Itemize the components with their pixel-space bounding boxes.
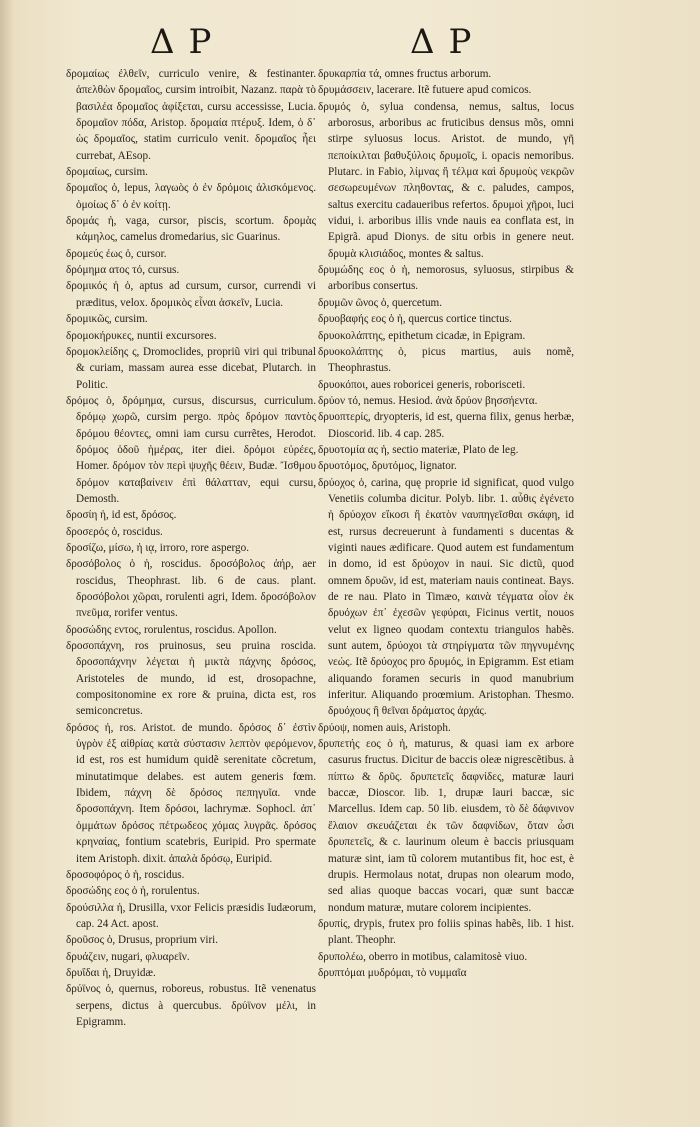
dictionary-entry: δροσοπάχνη, ros pruinosus, seu pruina roscida. δροσοπάχνην λέγεται ἡ μικτὰ πάχνης δρόσος, Aristoteles de mundo, id est, drosopachne, compositonomine ex rore & pruina, dicta est, ros semiconcretus. [66, 640, 316, 718]
dictionary-entry: δρυάζειν, nugari, φλυαρεῖν. [66, 950, 190, 963]
dictionary-entry: δροσώδης εος ὁ ἡ, rorulentus. [66, 885, 200, 898]
dictionary-entry: δροσίζω, μίσω, ἡ ιᾳ, irroro, rore aspergo. [66, 541, 250, 554]
left-column [66, 66, 316, 1030]
dictionary-entry: δρομοκήρυκες, nuntii excursores. [66, 329, 217, 342]
dictionary-entry: δρυοκολάπτης ὁ, picus martius, auis nomẽ, Theophrastus. [318, 345, 574, 375]
dictionary-entry: δρόμος ὁ, δρόμημα, cursus, discursus, curriculum. δρόμῳ χωρῶ, cursim pergo. πρὸς δρόμον παντὸς δρόμου θέοντες, omni iam cursu currẽtes, Herodot. δρόμος ὁδοῦ ἡμέρας, iter diei. δρόμοι εὐρέες, Homer. δρόμον τὸν περὶ ψυχῆς θέειν, Budæ. Ἴσθμου δρόμον καταβαίνειν ἐπὶ θάλατταν, equi cursu, Demosth. [66, 394, 316, 505]
dictionary-entry: δρυοτομία ας ἡ, sectio materiæ, Plato de leg. [318, 443, 519, 456]
dictionary-entry: δρομεύς έως ὁ, cursor. [66, 247, 167, 260]
dictionary-entry: δροσόβολος ὁ ἡ, roscidus. δροσόβολος ἀήρ, aer roscidus, Theophrast. lib. 6 de caus. plant. δροσόβολοι χῶραι, rorulenti agri, Idem. δροσόβολον πνεῦμα, rorifer ventus. [66, 558, 316, 620]
right-column [318, 66, 574, 981]
dictionary-entry: δρυκαρπία τά, omnes fructus arborum. [318, 68, 492, 80]
running-head-left: ΔΡ [150, 22, 226, 62]
dictionary-entry: δρυμώδης εος ὁ ἡ, nemorosus, syluosus, stirpibus & arboribus consertus. [318, 264, 574, 293]
dictionary-entry: δρυοβαφής εος ὁ ἡ, quercus cortice tinctus. [318, 313, 512, 326]
dictionary-entry: δρομαίως ἐλθεῖν, curriculo venire, & festinanter. ἀπελθὼν δρομαῖος, cursim introibit, Nazanz. παρὰ τὸ βασιλέα δρομαῖος ἀφίξεται, cursu accessisse, Lucia. δρομαῖον πόδα, Aristop. δρομαία πτέρυξ. Idem, ὁ δ᾽ ὡς δρομαῖος, statim curriculo venit. δρομαῖος ἦει currebat, AEsop. [66, 68, 316, 162]
dictionary-entry: δρύον τό, nemus. Hesiod. ἀνὰ δρύον βησσήεντα. [318, 394, 538, 407]
dictionary-entry: δρομάς ἡ, vaga, cursor, piscis, scortum. δρομὰς κάμηλος, camelus dromedarius, sic Guarinus. [66, 215, 316, 244]
dictionary-entry: δροῦσος ὁ, Drusus, proprium viri. [66, 934, 219, 947]
dictionary-entry: δρύοψ, nomen auis, Aristoph. [318, 721, 451, 734]
dictionary-entry: δρυοπτερίς, dryopteris, id est, querna filix, genus herbæ, Dioscorid. lib. 4 cap. 285. [318, 411, 574, 440]
dictionary-entry: δρομικός ἡ ὁ, aptus ad cursum, cursor, currendi vi præditus, velox. δρομικὸς εἶναι ἀσκεῖν, Lucia. [66, 280, 316, 309]
dictionary-entry: δροσερός ὁ, roscidus. [66, 525, 163, 538]
dictionary-entry: δρομικῶς, cursim. [66, 313, 148, 326]
dictionary-entry: δρυοκόποι, aues roboricei generis, roborisceti. [318, 378, 526, 391]
running-head-right: ΔΡ [410, 22, 486, 62]
dictionary-entry: δρυπίς, drypis, frutex pro foliis spinas habẽs, lib. 1 hist. plant. Theophr. [318, 917, 574, 947]
dictionary-entry: δροσοφόρος ὁ ἡ, roscidus. [66, 868, 185, 881]
dictionary-entry: δρυοκολάπτης, epithetum cicadæ, in Epigram. [318, 329, 526, 342]
dictionary-entry: δρομοκλείδης ς, Dromoclides, propriũ viri qui tribunal & curiam, massam aurea esse dicebat, Plutarch. in Politic. [66, 345, 316, 391]
dictionary-entry: δρύοχος ὁ, carina, quę proprie id significat, quod vulgo Venetiis columba dicitur. Polyb. libr. 1. αὖθις ἐγένετο ἡ δρύοχον εἴκοσι ἢ ἑκατὸν ναυπηγεῖσθαι σκάφη, id est, rursus decreuerunt à fundamenti s ducentas & viginti naues ædificare. Quod autem est fundamentum in domo, id est δρύοχον in naui. Sic dictũ, quod omnem δρυῶν, id est, materiam nauis contineat. Bays. de re nau. Plato in Timæo, καινὰ τέγματα οἷον ἐκ δρυόχων ἐπ᾽ ἐχεσῶν γεφύραι, Ficinus vertit, nouos velut ex ligneo quodam contextu triangulos habẽs. sunt autem, δρύοχοι τὰ στηρίγματα τῶν πηγνυμένης νεώς. Itẽ δρύοχος pro δρυμός, in Epigramm. Est etiam aliquando foramen securis in quod manubrium inferitur. Aliquando proœmium. Aristophan. Thesmo. δρυόχους ἢ θεῖναι δράματος ἀρχάς. [318, 476, 574, 718]
dictionary-entry: δρυπτόμαι μυδρόμαι, τὸ νυμμαῖα [318, 966, 467, 979]
dictionary-entry: δρομαίως, cursim. [66, 166, 148, 179]
dictionary-entry: δρύϊνος ὁ, quernus, roboreus, robustus. Itẽ venenatus serpens, dictus à quercubus. δρύϊνον μέλι, in Epigramm. [66, 983, 316, 1028]
dictionary-entry: δροσώδης εντος, rorulentus, roscidus. Apollon. [66, 623, 277, 636]
dictionary-entry: δρυμός ὁ, sylua condensa, nemus, saltus, locus arborosus, arboribus ac fruticibus densus mõs, omni stirpe syluosus locus. Aristot. de mundo, γῆ πεποίκιλται βαθυξύλοις δρυμοῖς, i. opacis nemoribus. Plutarc. in Fabio, λίμνας ἢ τέλμα καὶ δρυμοὺς νεκρῶν σεσωρευμένων πληθοντας, & c. paludes, campos, saltus exercitu cadaueribus refertos. δρυμοὶ χῆροι, luci vidui, i. arboribus illis vnde nauis ea conflata est, in Epigrã. apud Dionys. de situ orbis in genere neut. δρυμὰ κλισιάδος, montes & saltus. [318, 100, 574, 260]
dictionary-entry: δρόσος ἡ, ros. Aristot. de mundo. δρόσος δ᾽ ἐστὶν ὑγρὸν ἐξ αἰθρίας κατὰ σύστασιν λεπτὸν φερόμενον, id est, ros est humidum quidẽ serenitate cõcretum, minutatimque delabes. est autem generis fœm. Ibidem, πάχνη δὲ δρόσος πεπηγυῖα. vnde δροσοπάχνη. Item δρόσοι, lachrymæ. Sophocl. ἀπ᾽ ὀμμάτων δρόσος πέτρωδεος χόμας λυγρᾶς. δρόσος κρηναίας, fontium scatebris, Euripid. Pro spermate item Aristoph. dixit. ἁπαλὰ δρόσῳ, Euripid. [66, 721, 316, 865]
dictionary-entry: δρυοτόμος, δρυτόμος, lignator. [318, 460, 457, 473]
dictionary-entry: δρυπολέω, oberro in motibus, calamitosè viuo. [318, 950, 528, 963]
dictionary-entry: δρυμῶν ῶνος ὁ, quercetum. [318, 296, 443, 309]
dictionary-entry: δρυμάσσειν, lacerare. Itẽ futuere apud comicos. [318, 84, 532, 97]
dictionary-entry: δρόμημα ατος τό, cursus. [66, 264, 180, 277]
dictionary-entry: δρυπετής εος ὁ ἡ, maturus, & quasi iam ex arbore casurus fructus. Dicitur de baccis oleæ nigrescẽtibus. à πίπτω & δρῦς. δρυπετεῖς δαφνίδες, maturæ lauri baccæ, Dioscor. lib. 1, drupæ lauri baccæ, sic Marcellus. Idem cap. 50 lib. eiusdem, τὸ δὲ δάφνινον ἔλαιον σκευάζεται ἐκ τῶν δαφνίδων, ὅταν ὦσι δρυπετεῖς, & c. laurinum oleum è baccis priusquam maturæ sint, iam tũ colorem mutantibus fit, hoc est, è drupis. Hermolaus notat, drupas non olearum modo, sed alias quoque baccas vocari, quæ sunt baccæ nondum maturæ, mutare colorem incipientes. [318, 738, 574, 914]
dictionary-entry: δρομαῖος ὁ, lepus, λαγωὸς ὁ ἐν δρόμοις ἁλισκόμενος. ὁμοίως δ᾽ ὁ ἐν κοίτῃ. [66, 182, 316, 211]
dictionary-entry: δρυΐδαι ἡ, Druyidæ. [66, 966, 156, 979]
dictionary-entry: δροσίη ἡ, id est, δρόσος. [66, 509, 177, 522]
binding-shadow [0, 0, 14, 1127]
dictionary-entry: δρούσιλλα ἡ, Drusilla, vxor Felicis præsidis Iudæorum, cap. 24 Act. apost. [66, 901, 316, 930]
